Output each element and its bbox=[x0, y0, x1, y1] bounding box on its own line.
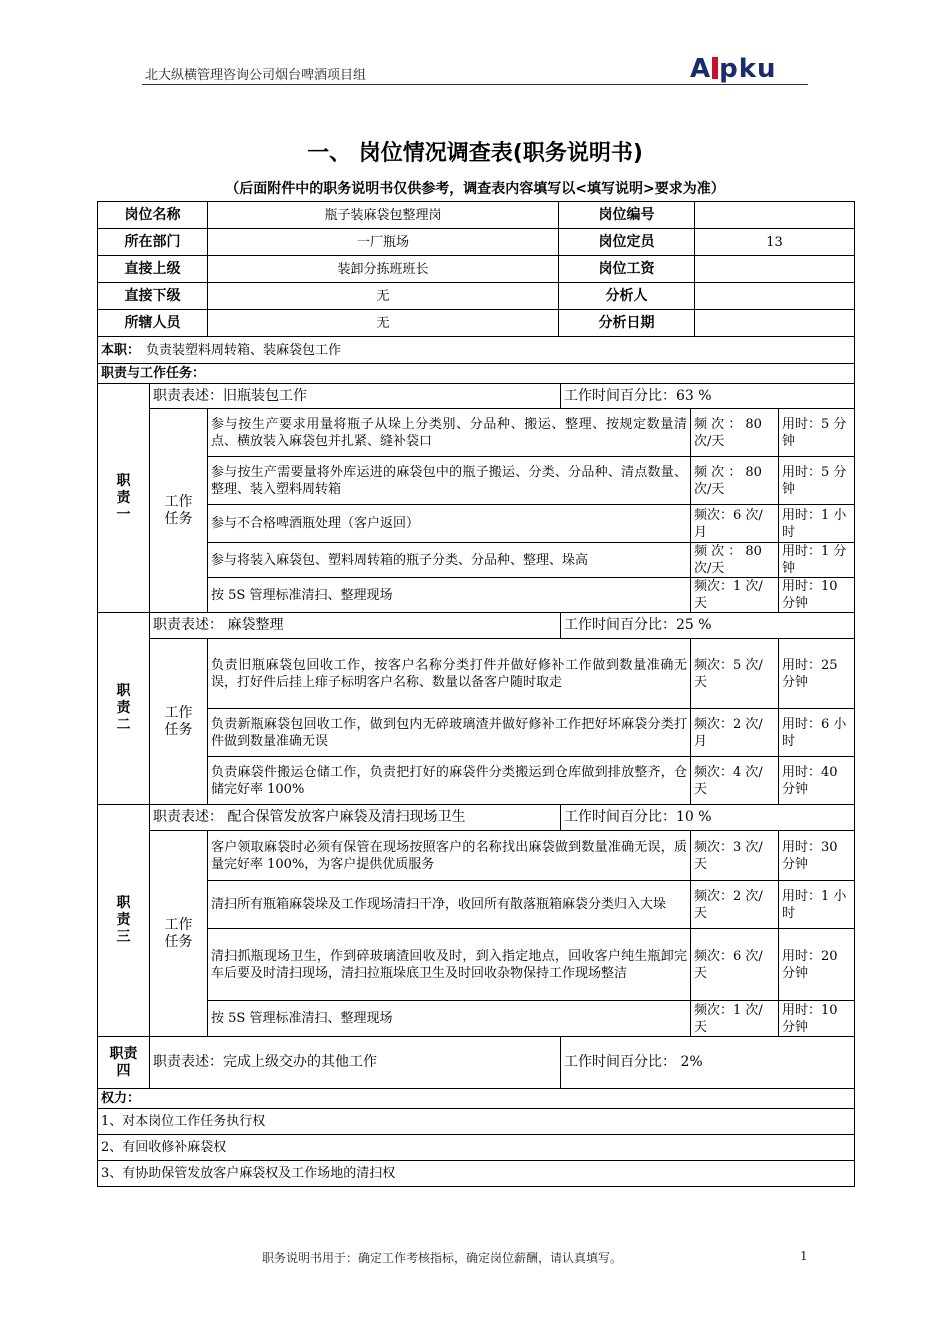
benzhi-label: 本职： bbox=[101, 342, 141, 358]
duty-name: 职 责 一 bbox=[98, 384, 150, 613]
info-label: 直接上级 bbox=[98, 256, 208, 283]
info-value: 无 bbox=[208, 310, 559, 337]
duty-percent: 工作时间百分比： 2% bbox=[561, 1037, 855, 1089]
task-duration: 用时：10 分钟 bbox=[779, 578, 855, 613]
logo-part1: A bbox=[690, 54, 712, 84]
task-label: 工作 任务 bbox=[150, 409, 208, 613]
task-text: 参与按生产需要量将外库运进的麻袋包中的瓶子搬运、分类、分品种、清点数量、整理、装入塑料周转箱 bbox=[208, 457, 691, 505]
task-text: 清扫抓瓶现场卫生，作到碎玻璃渣回收及时，到入指定地点，回收客户纯生瓶卸完车后要及时清扫现场，清扫拉瓶垛底卫生及时回收杂物保持工作现场整洁 bbox=[208, 929, 691, 1001]
power-item: 1、对本岗位工作任务执行权 bbox=[98, 1109, 855, 1135]
task-duration: 用时：5 分钟 bbox=[779, 457, 855, 505]
task-duration: 用时：1 小时 bbox=[779, 881, 855, 929]
task-frequency: 频 次 ： 80 次/天 bbox=[691, 409, 779, 457]
task-duration: 用时：1 分钟 bbox=[779, 543, 855, 578]
logo-part2: pku bbox=[719, 54, 777, 84]
info-label: 分析人 bbox=[559, 283, 695, 310]
task-frequency: 频次：1 次/天 bbox=[691, 578, 779, 613]
task-text: 按 5S 管理标准清扫、整理现场 bbox=[208, 578, 691, 613]
header-org: 北大纵横管理咨询公司烟台啤酒项目组 bbox=[145, 68, 367, 83]
info-value: 一厂瓶场 bbox=[208, 229, 559, 256]
task-frequency: 频 次 ： 80 次/天 bbox=[691, 457, 779, 505]
duty-percent: 工作时间百分比：25 % bbox=[561, 613, 855, 639]
job-survey-table bbox=[97, 201, 855, 1187]
page-title: 一、 岗位情况调查表(职务说明书) bbox=[307, 141, 643, 166]
task-text: 按 5S 管理标准清扫、整理现场 bbox=[208, 1001, 691, 1037]
task-frequency: 频次：2 次/天 bbox=[691, 881, 779, 929]
duty-desc: 职责表述： 麻袋整理 bbox=[150, 613, 561, 639]
info-value: 13 bbox=[695, 229, 855, 256]
duty-desc: 职责表述：完成上级交办的其他工作 bbox=[150, 1037, 561, 1089]
info-label: 岗位工资 bbox=[559, 256, 695, 283]
duty-name: 职 责 二 bbox=[98, 613, 150, 805]
task-duration: 用时：5 分钟 bbox=[779, 409, 855, 457]
task-text: 负责旧瓶麻袋包回收工作，按客户名称分类打件并做好修补工作做到数量准确无误，打好件后挂上痱子标明客户名称、数量以备客户随时取走 bbox=[208, 639, 691, 709]
header-divider bbox=[142, 84, 808, 85]
task-duration: 用时：40 分钟 bbox=[779, 757, 855, 805]
info-value bbox=[695, 202, 855, 229]
info-label: 所辖人员 bbox=[98, 310, 208, 337]
task-text: 参与按生产要求用量将瓶子从垛上分类别、分品种、搬运、整理、按规定数量清点、横放装入麻袋包并扎紧、缝补袋口 bbox=[208, 409, 691, 457]
task-frequency: 频次：6 次/月 bbox=[691, 505, 779, 543]
power-item: 3、有协助保管发放客户麻袋权及工作场地的清扫权 bbox=[98, 1161, 855, 1187]
task-text: 参与将装入麻袋包、塑料周转箱的瓶子分类、分品种、整理、垛高 bbox=[208, 543, 691, 578]
info-label: 岗位编号 bbox=[559, 202, 695, 229]
logo-bar bbox=[712, 57, 718, 79]
task-label: 工作 任务 bbox=[150, 831, 208, 1037]
task-duration: 用时：1 小时 bbox=[779, 505, 855, 543]
info-value: 无 bbox=[208, 283, 559, 310]
info-label: 岗位名称 bbox=[98, 202, 208, 229]
company-logo bbox=[690, 54, 777, 84]
task-duration: 用时：6 小时 bbox=[779, 709, 855, 757]
duty-desc: 职责表述：旧瓶装包工作 bbox=[150, 384, 561, 409]
info-value: 瓶子装麻袋包整理岗 bbox=[208, 202, 559, 229]
page-subtitle: （后面附件中的职务说明书仅供参考，调查表内容填写以<填写说明>要求为准） bbox=[225, 181, 725, 197]
task-duration: 用时：30 分钟 bbox=[779, 831, 855, 881]
task-label: 工作 任务 bbox=[150, 639, 208, 805]
task-frequency: 频次：5 次/天 bbox=[691, 639, 779, 709]
task-duration: 用时：25 分钟 bbox=[779, 639, 855, 709]
benzhi-row bbox=[98, 337, 855, 364]
info-value bbox=[695, 256, 855, 283]
duty-desc: 职责表述： 配合保管发放客户麻袋及清扫现场卫生 bbox=[150, 805, 561, 831]
page-number: 1 bbox=[800, 1249, 808, 1263]
info-label: 岗位定员 bbox=[559, 229, 695, 256]
task-duration: 用时：10 分钟 bbox=[779, 1001, 855, 1037]
task-frequency: 频次：6 次/天 bbox=[691, 929, 779, 1001]
info-value bbox=[695, 283, 855, 310]
task-frequency: 频 次 ： 80 次/天 bbox=[691, 543, 779, 578]
footer-note: 职务说明书用于：确定工作考核指标，确定岗位薪酬，请认真填写。 bbox=[262, 1251, 623, 1265]
task-text: 客户领取麻袋时必须有保管在现场按照客户的名称找出麻袋做到数量准确无误，质量完好率 100%，为客户提供优质服务 bbox=[208, 831, 691, 881]
power-item: 2、有回收修补麻袋权 bbox=[98, 1135, 855, 1161]
duty-name: 职 责 三 bbox=[98, 805, 150, 1037]
task-frequency: 频次：4 次/天 bbox=[691, 757, 779, 805]
task-text: 负责麻袋件搬运仓储工作，负责把打好的麻袋件分类搬运到仓库做到排放整齐，仓储完好率 100% bbox=[208, 757, 691, 805]
task-frequency: 频次：1 次/天 bbox=[691, 1001, 779, 1037]
task-text: 参与不合格啤酒瓶处理（客户返回） bbox=[208, 505, 691, 543]
task-frequency: 频次：3 次/天 bbox=[691, 831, 779, 881]
task-text: 负责新瓶麻袋包回收工作，做到包内无碎玻璃渣并做好修补工作把好坏麻袋分类打件做到数量准确无误 bbox=[208, 709, 691, 757]
duty-percent: 工作时间百分比：63 % bbox=[561, 384, 855, 409]
info-label: 所在部门 bbox=[98, 229, 208, 256]
info-label: 直接下级 bbox=[98, 283, 208, 310]
duty-percent: 工作时间百分比：10 % bbox=[561, 805, 855, 831]
info-value: 装卸分拣班班长 bbox=[208, 256, 559, 283]
info-label: 分析日期 bbox=[559, 310, 695, 337]
info-value bbox=[695, 310, 855, 337]
duties-section-label: 职责与工作任务： bbox=[98, 364, 855, 384]
power-section-label: 权力： bbox=[98, 1089, 855, 1109]
duty-name: 职责 四 bbox=[98, 1037, 150, 1089]
task-duration: 用时：20 分钟 bbox=[779, 929, 855, 1001]
benzhi-text: 负责装塑料周转箱、装麻袋包工作 bbox=[146, 342, 342, 358]
task-frequency: 频次：2 次/月 bbox=[691, 709, 779, 757]
task-text: 清扫所有瓶箱麻袋垛及工作现场清扫干净，收回所有散落瓶箱麻袋分类归入大垛 bbox=[208, 881, 691, 929]
